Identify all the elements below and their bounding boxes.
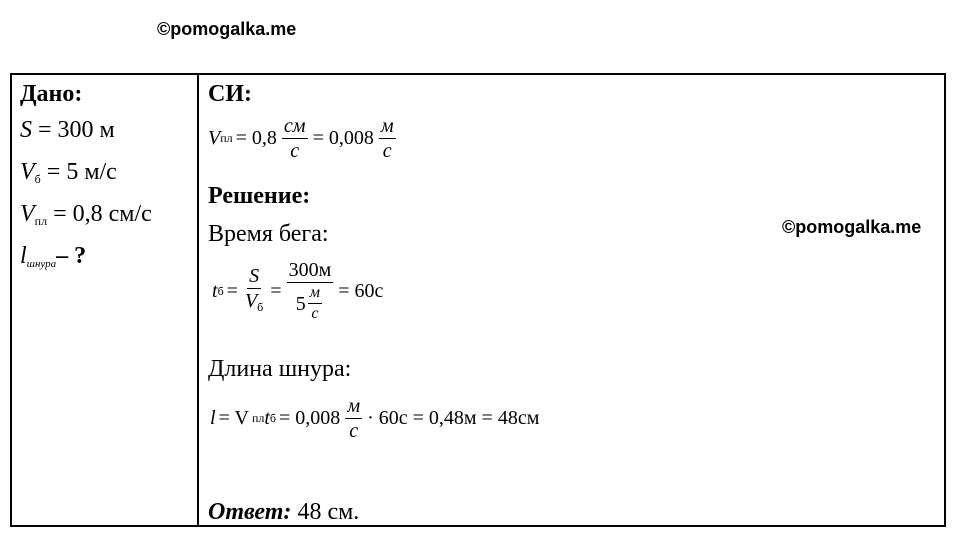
given-column [20,79,190,277]
given-swim-speed: $V_{пл} = 0,8$ см/с [20,201,152,228]
si-formula: V пл = 0,8 $\frac{см}{с}$ = 0,008 $\frac{м}{с}$ [208,115,394,162]
run-time-label: Время бега: [208,221,329,247]
run-time-formula: t б = $\frac{S}{V_б}$ = 300м 5 $\frac{м}{с}$ = 60с [212,259,384,322]
cord-length-label: Длина шнура: [208,356,352,382]
fraction-m-s-2: $\frac{м}{с}$ [347,395,361,442]
fraction-m-s: $\frac{м}{с}$ [380,115,394,162]
given-unknown-length: lшнура– ? [20,243,87,270]
given-heading: Дано: [20,81,83,107]
given-run-speed: $V_б = 5$ м/с [20,159,117,186]
solution-table [10,73,946,527]
column-divider [197,75,199,525]
fraction-cm-s: $\frac{см}{с}$ [283,115,306,162]
fraction-s-v: $\frac{S}{V_б}$ [244,264,264,314]
si-heading: СИ: [208,81,252,107]
watermark-middle: ©pomogalka.me [782,217,922,237]
solution-heading: Решение: [208,183,311,209]
watermark-top: ©pomogalka.me [157,19,297,39]
given-distance: S = 300 м [20,117,115,143]
fraction-values: 300м 5 $\frac{м}{с}$ [288,259,332,322]
solution-column [208,79,928,109]
cord-length-formula: l = V пл t б = 0,008 $\frac{м}{с}$ · 60с = 0,48м = 48см [210,395,540,442]
answer-line: Ответ: 48 см. [208,499,360,525]
